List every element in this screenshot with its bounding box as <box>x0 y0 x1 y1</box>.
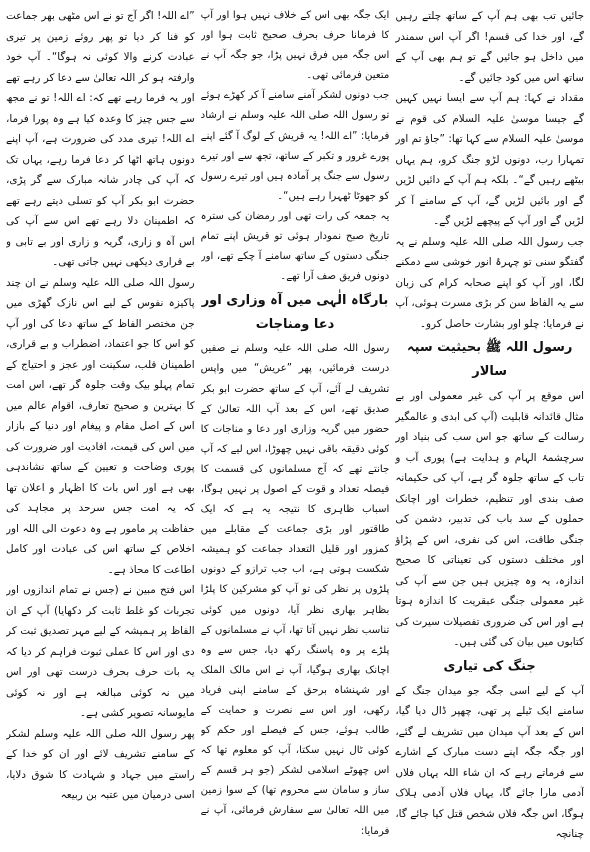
paragraph: رسول اللہ صلی اللہ علیہ وسلم نے ان چند پاکیزہ نفوس کے لیے اس نازک گھڑی میں جن مختصر الفاظ کے ساتھ دعا کی اور آپ کو اس کا جو اعتماد، اضطراب و بے قراری، اطمینان قلب، سکینت اور عجز و احتیاج کے تمام پہلو بیک وقت جلوہ گر تھے، اس امت کا بہترین و صحیح تعارف، اقوام عالم میں اس کے اصل مقام و پیغام اور دنیا کے بازار میں اس کی قیمت، افادیت اور ضرورت کی پوری وضاحت و تعیین کے ساتھ نشاندہی بھی ہے اور اس بات کا اظہار و اعلان تھا کہ یہ امت جس سرحد پر مجاہد کی حفاظت پر مامور ہے وہ دعوت الی اللہ اور اخلاص کے ساتھ اس کی عبادت اور کامل اطاعت کا محاذ ہے۔ <box>5 276 195 576</box>
paragraph: جب دونوں لشکر آمنے سامنے آ کر کھڑے ہوئے تو رسول اللہ صلی اللہ علیہ وسلم نے ارشاد فرمایا: ”اے اللہ! یہ قریش کے لوگ آ گئے اپنے پورے غرور و تکبر کے ساتھ، تجھ سے اور تیرے رسول سے جنگ پر آمادہ ہیں اور تیرے رسول کو جھوٹا ٹھہرا رہے ہیں“۔ <box>200 90 390 202</box>
paragraph: ”اے اللہ! اگر آج تو نے اس مٹھی بھر جماعت کو فنا کر دیا تو پھر روئے زمین پر تیری عبادت کرنے والا کوئی نہ ہوگا“۔ آپ خود وارفتہ ہو کر اللہ تعالیٰ سے دعا کر رہے تھے اور یہ فرما رہے تھے کہ: اے اللہ! تو نے مجھ سے جس چیز کا وعدہ کیا ہے وہ پورا فرما، اے اللہ! تیری مدد کی ضرورت ہے، آپ اپنے دونوں ہاتھ اٹھا کر دعا فرما رہے، یہاں تک کہ آپ کی چادر شانہ مبارک سے گر پڑی، حضرت ابو بکر آپ کو تسلی دیتے رہے تھے کہ اطمینان دلا رہے تھے اس سے آپ کی اس آہ و زاری، گریہ و زاری اور بے تابی و بے قراری دیکھی نہیں جاتی تھی۔ <box>5 10 195 268</box>
paragraph: یہ جمعہ کی رات تھی اور رمضان کی سترہ تاریخ صبح نمودار ہوئی تو قریش اپنے تمام جنگی دستوں کے ساتھ سامنے آ چکے تھے، اور دونوں فریق صف آرا تھے۔ <box>200 210 390 283</box>
paragraph: اس موقع پر آپ کی غیر معمولی اور بے مثال قائدانہ قابلیت (آپ کی ابدی و عالمگیر رسالت کے ساتھ جو اس سب کی بنیاد اور سرچشمۂ الہام و ہدایت ہے) پوری آب و تاب کے ساتھ جلوہ گر ہے، آپ کی حکیمانہ صف بندی اور تنظیم، خطرات اور اچانک حملوں کے سد باب کی تدبیر، دشمن کی جنگی طاقت، اس کی نفری، اس کے پڑاؤ اور مختلف دستوں کی تعیناتی کا صحیح اندازہ، یہ وہ چیزیں ہیں جن سے آپ کی غیر معمولی جنگی عبقریت کا اندازہ ہوتا ہے اور اس کی ضروری تفصیلات سیرت کی کتابوں میں بیان کی گئی ہیں۔ <box>395 390 584 648</box>
paragraph: پھر رسول اللہ صلی اللہ علیہ وسلم لشکر کے سامنے تشریف لائے اور ان کو خدا کے راستے میں جہاد و شہادت کا شوق دلایا، اسی درمیان میں عتبہ بن ربیعہ <box>5 727 195 801</box>
text-column-left <box>6 6 195 848</box>
paragraph: جائیں تب بھی ہم آپ کے ساتھ چلتے رہیں گے، اور خدا کی قسم! اگر آپ اس سمندر میں داخل ہو جائیں گے تو ہم بھی آپ کے ساتھ اس میں کود جائیں گے۔ <box>395 10 584 84</box>
paragraph: مقداد نے کہا: ہم آپ سے ایسا نہیں کہیں گے جیسا موسیٰ علیہ السلام کی قوم نے موسیٰ علیہ السلام سے کہا تھا: ”جاؤ تم اور تمہارا رب، دونوں لڑو جنگ کرو، ہم یہاں بیٹھے رہیں گے“۔ بلکہ ہم آپ کے دائیں لڑیں گے اور بائیں لڑیں گے، آپ کے سامنے آ کر لڑیں گے اور آپ کے پیچھے لڑیں گے۔ <box>395 92 584 227</box>
paragraph: آپ کے لیے اسی جگہ جو میدان جنگ کے سامنے ایک ٹیلے پر تھی، چھپر ڈال دیا گیا، اس کے بعد آپ میدان میں تشریف لے گئے، اور جگہ جگہ اپنے دست مبارک کے اشارے سے فرماتے رہے کہ ان شاء اللہ یہاں فلاں آدمی مارا جائے گا، یہاں فلاں آدمی ہلاک ہوگا، اس جگہ فلاں شخص قتل کیا جائے گا، چنانچہ <box>395 684 584 840</box>
section-heading: جنگ کی تیاری <box>443 658 536 674</box>
section-heading: رسول اللہ ﷺ بحیثیت سپہ سالار <box>406 340 573 379</box>
section-heading: بارگاہ الٰہی میں آہ وزاری اور دعا ومناجات <box>201 293 389 333</box>
paragraph: رسول اللہ صلی اللہ علیہ وسلم نے صفیں درست فرمائیں، پھر ”عریش“ میں واپس تشریف لے آئے، آپ کے ساتھ حضرت ابو بکر صدیق تھے، اس کے بعد آپ اللہ تعالیٰ کے حضور میں گریہ وزاری اور دعا و مناجات کا کوئی دقیقہ باقی نہیں چھوڑا، اس لیے کہ آپ جانتے تھے کہ آج مسلمانوں کی قسمت کا فیصلہ تعداد و قوت کے اصول پر نہیں ہوگا، اسباب ظاہری کا نتیجہ یہ ہے کہ ایک طاقتور اور بڑی جماعت کے مقابلے میں کمزور اور قلیل التعداد جماعت کو ہمیشہ شکست ہوتی ہے، اب جب ترازو کے دونوں پلڑوں پر نظر کی تو آپ کو مشرکین کا پلڑا بظاہر بھاری نظر آیا، دونوں میں کوئی تناسب نظر نہیں آتا تھا، آپ نے مسلمانوں کے پلڑے پر وہ پاسنگ رکھ دیا، جس سے وہ اچانک بھاری ہوگیا، آپ نے اس مالک الملک اور شہنشاہ برحق کے سامنے اپنی فریاد رکھی، اور اس سے نصرت و حمایت کے طالب ہوئے، جس کے فیصلے اور حکم کو کوئی ٹال نہیں سکتا، آپ کو معلوم تھا کہ اس چھوٹے اسلامی لشکر (جو ہر قسم کے ساز و سامان سے محروم تھا) کے سوا زمین میں اللہ تعالیٰ سے سفارش فرمائی، آپ نے فرمایا: <box>200 343 390 837</box>
text-column-right <box>395 6 584 848</box>
paragraph: ایک جگہ بھی اس کے خلاف نہیں ہوا اور آپ کا فرمانا حرف بحرف صحیح ثابت ہوا اور اس جگہ میں فرق نہیں پڑا، جو جگہ آپ نے متعین فرمائی تھی۔ <box>200 10 390 82</box>
paragraph: اس فتح مبین نے (جس نے تمام اندازوں اور تجربات کو غلط ثابت کر دکھایا) آپ کے ان الفاظ پر ہمیشہ کے لیے مہر تصدیق ثبت کر دی اور اس کا عملی ثبوت فراہم کر دیا کہ یہ بات حرف بحرف درست تھی اور اس میں نہ کوئی مبالغہ ہے اور نہ کوئی مایوسانہ تصویر کشی ہے۔ <box>5 584 195 719</box>
paragraph: جب رسول اللہ صلی اللہ علیہ وسلم نے یہ گفتگو سنی تو چہرۂ انور خوشی سے دمکنے لگا، اور آپ کو اپنے صحابہ کرام کی زبان سے یہ الفاظ سن کر بڑی مسرت ہوئی، آپ نے فرمایا: چلو اور بشارت حاصل کرو۔ <box>395 235 584 330</box>
text-column-middle <box>201 6 390 848</box>
